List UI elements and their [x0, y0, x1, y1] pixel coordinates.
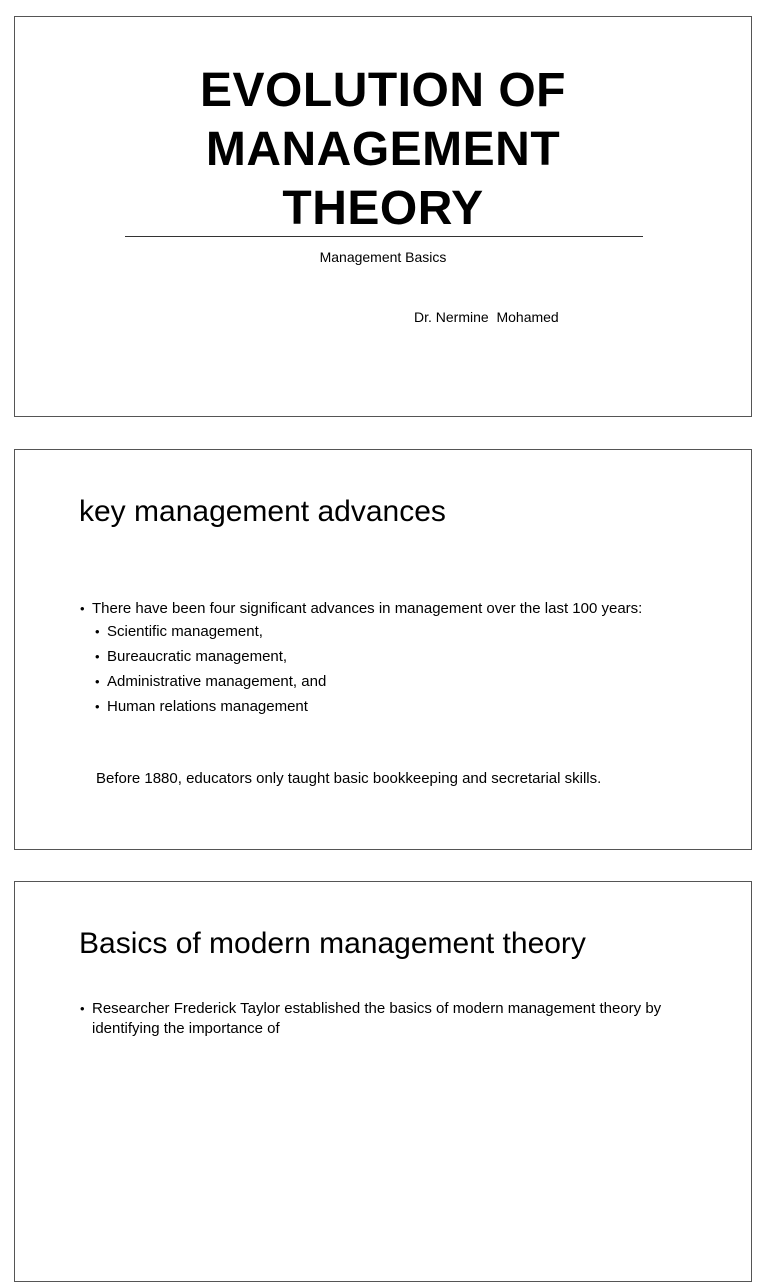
- title-line: THEORY: [282, 182, 484, 235]
- content-slide-key-advances: [14, 449, 752, 850]
- content-slide-modern-theory: [14, 881, 752, 1282]
- bullet-text: There have been four significant advances in management over the last 100 years:: [92, 600, 643, 617]
- slide-note: Before 1880, educators only taught basic bookkeeping and secretarial skills.: [96, 770, 602, 787]
- slide-title: [15, 61, 751, 238]
- sub-bullet-list: [92, 622, 697, 717]
- title-line: EVOLUTION OF: [200, 64, 566, 117]
- sub-bullet-item: • Scientific management,: [92, 622, 697, 642]
- slide-heading: Basics of modern management theory: [79, 927, 586, 960]
- bullet-item: [77, 599, 697, 717]
- slide-subtitle: Management Basics: [319, 249, 447, 265]
- title-slide: [14, 16, 752, 417]
- sub-bullet-item: • Administrative management, and: [92, 672, 697, 692]
- bullet-list: [77, 999, 697, 1043]
- slide-heading: key management advances: [79, 495, 446, 528]
- title-line: MANAGEMENT: [205, 123, 561, 176]
- sub-bullet-item: • Bureaucratic management,: [92, 647, 697, 667]
- sub-bullet-item: • Human relations management: [92, 697, 697, 717]
- title-divider: [125, 236, 643, 237]
- author-name: Dr. Nermine Mohamed: [414, 309, 559, 325]
- bullet-item: • Researcher Frederick Taylor established the basics of modern management theory by identifying the importance of: [77, 999, 697, 1039]
- bullet-list: [77, 599, 697, 722]
